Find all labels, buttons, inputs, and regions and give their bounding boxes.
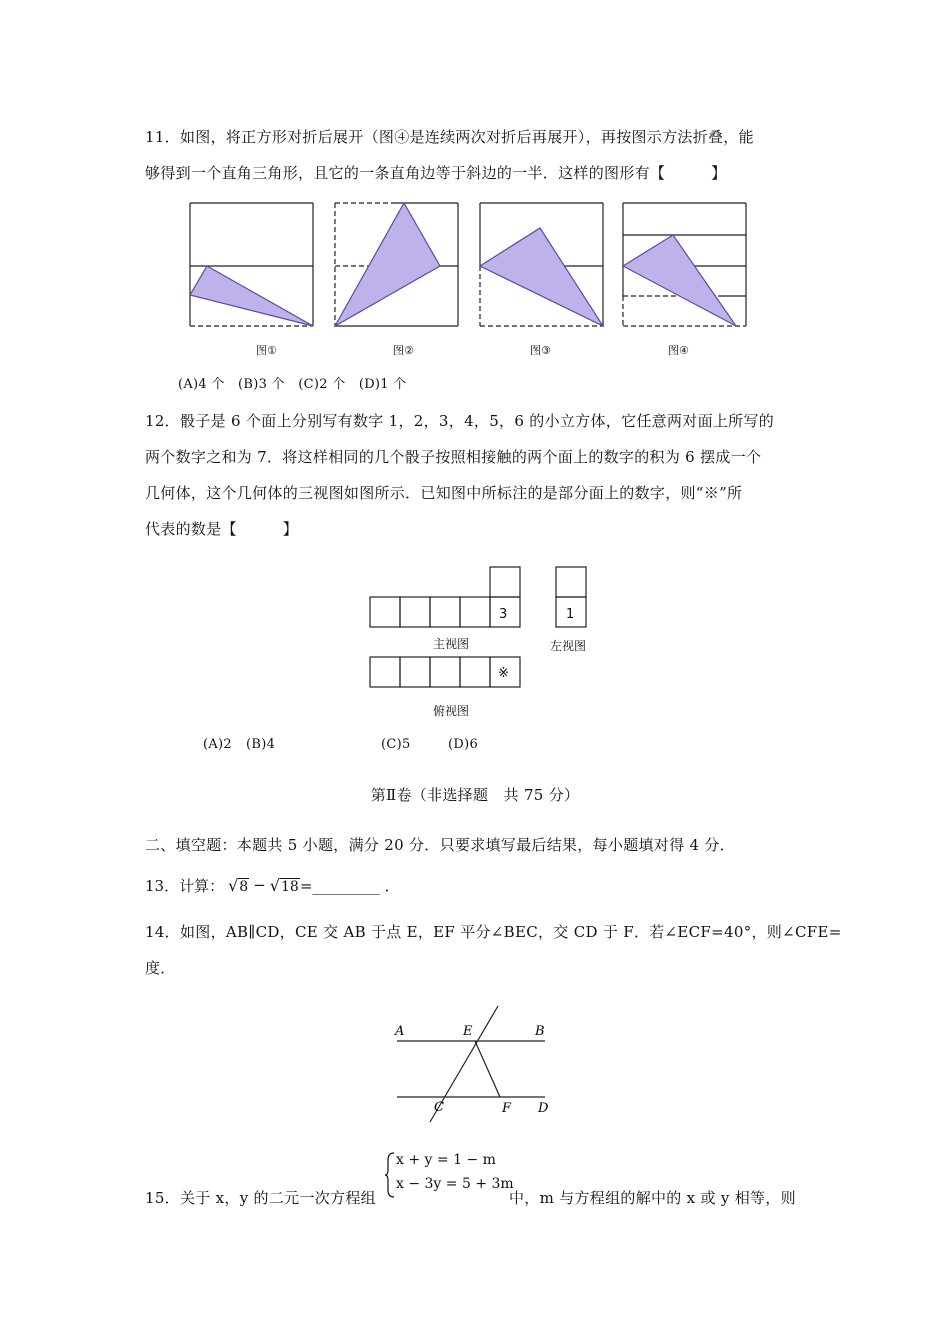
line-EF <box>475 1041 500 1097</box>
caption-figure-4: 图④ <box>668 344 689 357</box>
label-F: F <box>502 1101 512 1116</box>
q13-sqrt-b: √ 18 <box>269 875 299 895</box>
q12-text-line4: 代表的数是【 】 <box>145 520 299 538</box>
q15-equation-2: x − 3y = 5 + 3m <box>396 1176 514 1192</box>
q14-parallel-lines-diagram <box>385 1000 565 1130</box>
q12-text-line1: 12．骰子是 6 个面上分别写有数字 1，2，3，4，5，6 的小立方体，它任意两对面上所写的 <box>145 412 775 430</box>
q15-brace <box>384 1150 396 1200</box>
front-view-label: 主视图 <box>433 637 470 651</box>
left-view-label: 左视图 <box>550 639 587 653</box>
figure-3 <box>480 203 603 326</box>
label-D: D <box>538 1101 549 1116</box>
q12-option-d: (D)6 <box>448 737 479 752</box>
left-view-number: 1 <box>566 607 575 622</box>
q12-text-line2: 两个数字之和为 7．将这样相同的几个骰子按照相接触的两个面上的数字的积为 6 摆成一个 <box>145 448 762 466</box>
fold-triangle-2 <box>335 203 440 326</box>
q12-option-c: (C)5 <box>381 737 411 752</box>
label-B: B <box>535 1024 545 1039</box>
caption-figure-3: 图③ <box>530 344 551 357</box>
fold-triangle-4 <box>623 235 736 326</box>
q12-text-line3: 几何体，这个几何体的三视图如图所示．已知图中所标注的是部分面上的数字，则“※”所 <box>145 484 743 502</box>
q12-option-b: (B)4 <box>246 737 276 752</box>
q14-text-line2: 度． <box>145 959 176 977</box>
q15-equation-system <box>384 1150 514 1200</box>
fold-triangle-3 <box>480 228 603 326</box>
q15-suffix: 中，m 与方程组的解中的 x 或 y 相等，则 <box>509 1189 796 1207</box>
caption-figure-1: 图① <box>256 344 277 357</box>
q15-prefix: 15．关于 x，y 的二元一次方程组 <box>145 1189 376 1207</box>
q12-option-a: (A)2 <box>203 737 233 752</box>
q11-fold-figures <box>185 198 755 333</box>
figure-1 <box>190 203 313 326</box>
label-E: E <box>463 1024 473 1039</box>
q15-equation-1: x + y = 1 − m <box>396 1152 496 1168</box>
section-fill-in-header: 二、填空题：本题共 5 小题，满分 20 分．只要求填写最后结果，每小题填对得 4 分． <box>145 836 735 854</box>
fold-triangle-1 <box>190 266 313 326</box>
top-view-mark: ※ <box>498 666 509 681</box>
label-A: A <box>395 1024 405 1039</box>
q13-line: 13．计算： √ 8 − √ 18 =_________ ． <box>145 875 400 895</box>
figure-4 <box>623 203 746 326</box>
q14-text-line1: 14．如图，AB∥CD，CE 交 AB 于点 E，EF 平分∠BEC，交 CD 于 F．若∠ECF=40°，则∠CFE= <box>145 923 842 941</box>
part2-title: 第Ⅱ卷（非选择题 共 75 分） <box>370 786 580 804</box>
front-view-number: 3 <box>499 607 508 622</box>
q13-sqrt-a: √ 8 <box>228 875 249 895</box>
figure-2 <box>335 203 458 326</box>
q11-options: (A)4 个 (B)3 个 (C)2 个 (D)1 个 <box>178 377 407 392</box>
label-C: C <box>434 1100 444 1115</box>
q11-text-line1: 11．如图，将正方形对折后展开（图④是连续两次对折后再展开），再按图示方法折叠，能 <box>145 128 754 146</box>
top-view-label: 俯视图 <box>433 704 470 718</box>
q13-prefix: 13．计算： <box>145 876 225 895</box>
caption-figure-2: 图② <box>393 344 414 357</box>
q11-text-line2: 够得到一个直角三角形，且它的一条直角边等于斜边的一半．这样的图形有【 】 <box>145 164 727 182</box>
q13-answer-blank: =_________ ． <box>299 876 400 895</box>
